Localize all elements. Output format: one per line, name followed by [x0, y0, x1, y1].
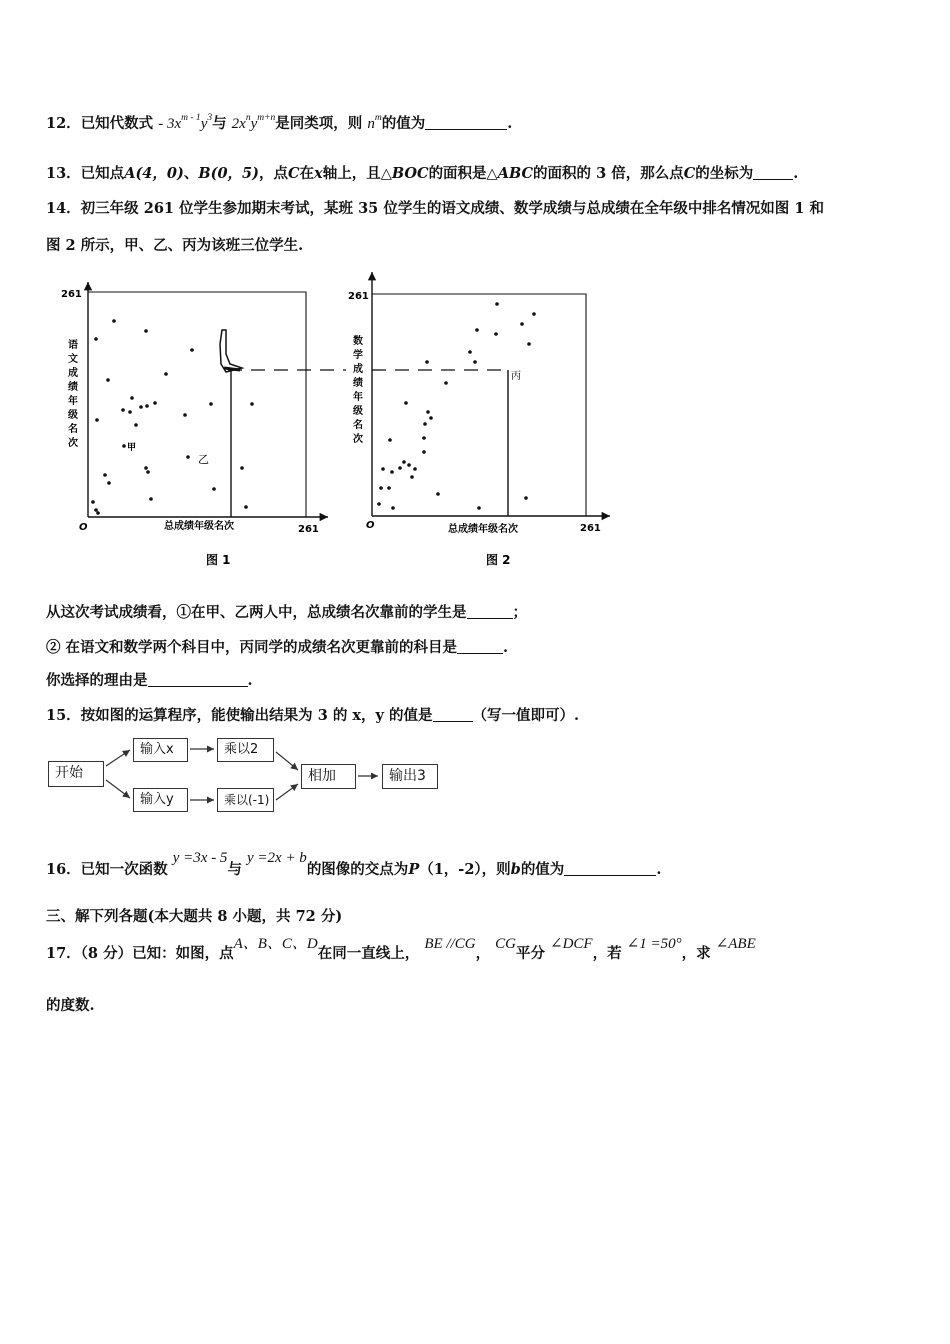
q16-b: b — [510, 861, 521, 878]
fig2-dot — [388, 438, 392, 442]
fig2-dot — [475, 328, 479, 332]
fig1-ylabel-3: 绩 — [68, 382, 78, 393]
q13-point-c: C — [288, 165, 300, 182]
fig1-dot — [144, 466, 148, 470]
q12-expr2 — [231, 113, 276, 132]
fig1-dot — [128, 410, 132, 414]
q16-function-1: y =3x - 5 — [172, 850, 228, 866]
fig2-origin: O — [366, 520, 375, 531]
fig2-label-bing: 丙 — [511, 371, 521, 382]
fig2-dot — [532, 312, 536, 316]
q16-tail: 的值为 — [520, 861, 565, 878]
q13-text7: 的坐标为 — [695, 165, 754, 182]
fig1-caption: 图 1 — [206, 553, 231, 567]
fig2-dot — [387, 486, 391, 490]
q12-expr2-exp1: n — [245, 113, 251, 123]
flow-add-box: 相加 — [301, 764, 356, 789]
fig2-xlabel: 总成绩年级名次 — [448, 524, 518, 535]
q12-expr2-y: y — [250, 116, 258, 132]
q12-expr1-coef: - 3x — [158, 116, 182, 132]
fig2-dot — [410, 475, 414, 479]
fig1-dot — [107, 481, 111, 485]
fig1-dot — [134, 423, 138, 427]
q14-sub-a-blank[interactable] — [467, 604, 513, 619]
fig2-dot — [527, 342, 531, 346]
q13-abc: ABC — [497, 165, 534, 182]
fig1-dot — [244, 505, 248, 509]
q15-text: 15．按如图的运算程序，能使输出结果为 3 的 x，y 的值是 — [46, 707, 433, 724]
q13-text3: 在 — [299, 165, 315, 182]
fig2-dots — [377, 302, 536, 510]
q14-sub-c-blank[interactable] — [148, 672, 248, 687]
q16-coords: （1，-2），则 — [419, 861, 511, 878]
fig2-dot — [422, 450, 426, 454]
fig1-origin: O — [79, 522, 88, 533]
fig2-dot — [413, 467, 417, 471]
fig2-y-label — [353, 334, 363, 445]
q12-mid: 与 — [212, 115, 227, 132]
fig2-dot — [407, 463, 411, 467]
q14-sub-b-blank[interactable] — [457, 639, 503, 654]
question-13 — [46, 162, 798, 183]
fig1-ymax: 261 — [61, 289, 82, 300]
q17-text4: ，求 — [681, 945, 711, 962]
q12-expr2-exp2: m+n — [257, 113, 276, 123]
fig1-dot — [190, 348, 194, 352]
figure-2 — [346, 272, 616, 577]
fig1-box — [88, 292, 306, 517]
flow-times-neg1-box: 乘以(-1) — [217, 788, 274, 812]
fig2-dot — [404, 401, 408, 405]
flow-input-x-box: 输入x — [133, 738, 188, 762]
fig1-dot — [95, 418, 99, 422]
q12-end: . — [507, 115, 513, 132]
fig1-dot — [94, 337, 98, 341]
fig1-dot — [130, 396, 134, 400]
q17-angle-dcf: ∠DCF — [550, 936, 593, 952]
fig1-dot — [144, 329, 148, 333]
q16-point-p: P — [408, 861, 420, 878]
q12-number: 12． — [46, 115, 81, 132]
fig2-dot — [381, 467, 385, 471]
question-16 — [46, 850, 662, 879]
q14-sub-b-text: ② 在语文和数学两个科目中，丙同学的成绩名次更靠前的科目是 — [46, 639, 458, 656]
fig1-dot — [183, 413, 187, 417]
question-15 — [46, 704, 579, 725]
fig1-ylabel-2: 成 — [68, 368, 78, 379]
q16-mid: 与 — [227, 861, 242, 878]
q12-expr1-exp2: 3 — [207, 113, 213, 123]
fig1-marker-arrow — [224, 368, 240, 370]
fig2-caption: 图 2 — [486, 553, 511, 567]
fig2-dot — [390, 470, 394, 474]
fig2-dot — [425, 360, 429, 364]
fig1-dot — [146, 470, 150, 474]
fig2-dot — [398, 466, 402, 470]
fig2-dot — [429, 416, 433, 420]
fig1-dot — [139, 405, 143, 409]
fig2-ylabel-2: 成 — [353, 364, 363, 375]
figure-1 — [56, 272, 346, 577]
fig2-ylabel-7: 次 — [353, 434, 363, 445]
q14-sub-a-text: 从这次考试成绩看，①在甲、乙两人中，总成绩名次靠前的学生是 — [46, 604, 467, 621]
q15-answer-blank[interactable] — [433, 707, 473, 722]
flow-input-y-box: 输入y — [133, 788, 188, 812]
fig2-ymax: 261 — [348, 291, 369, 302]
fig1-dot — [106, 378, 110, 382]
fig1-dot — [122, 444, 126, 448]
fig1-dot — [94, 508, 98, 512]
fig1-dot — [212, 487, 216, 491]
fig1-dot — [91, 500, 95, 504]
fig2-dot — [444, 381, 448, 385]
fig1-dot — [240, 466, 244, 470]
question-17-line2: 的度数. — [46, 997, 95, 1014]
q14-sub-c-end: . — [247, 672, 253, 689]
fig1-dot — [96, 511, 100, 515]
fig1-dot — [164, 372, 168, 376]
q14-sub-b — [46, 636, 508, 657]
fig2-dot — [495, 302, 499, 306]
q12-expr1 — [158, 113, 213, 132]
q13-text6: 的面积的 3 倍，那么点 — [533, 165, 684, 182]
fig1-y-label — [68, 338, 78, 449]
q17-cg: CG — [495, 936, 516, 952]
q12-expr3-base: n — [367, 116, 375, 132]
q16-answer-blank[interactable] — [564, 861, 656, 876]
fig1-dot — [145, 404, 149, 408]
q13-x: x — [314, 165, 323, 182]
fig1-label-jia: 甲 — [127, 443, 137, 453]
q16-end: . — [656, 861, 662, 878]
q13-point-a: A(4，0) — [124, 165, 184, 182]
q12-prefix: 已知代数式 — [80, 115, 154, 132]
flow-start-box: 开始 — [48, 761, 104, 787]
q13-answer-blank[interactable] — [753, 165, 793, 180]
fig2-dot — [494, 332, 498, 336]
q17-angle-abe: ∠ABE — [715, 936, 756, 952]
fig1-label-yi: 乙 — [198, 453, 209, 466]
fig2-dot — [402, 460, 406, 464]
fig1-dot — [250, 402, 254, 406]
fig2-xmax: 261 — [580, 523, 601, 534]
fig2-dot — [520, 322, 524, 326]
q14-sub-c-text: 你选择的理由是 — [46, 672, 148, 689]
flow-times2-box: 乘以2 — [217, 738, 274, 762]
q12-expr3-exp: m — [374, 113, 382, 123]
q14-sub-b-end: . — [503, 639, 509, 656]
q12-expr3 — [367, 113, 382, 132]
q16-post: 的图像的交点为 — [306, 861, 409, 878]
fig2-box — [372, 294, 586, 516]
q13-text5: 的面积是△ — [428, 165, 498, 182]
q17-comma: ， — [475, 945, 491, 962]
q17-text2: 平分 — [515, 945, 545, 962]
q13-point-c2: C — [683, 165, 696, 182]
arrow-times2-to-add — [276, 752, 298, 770]
arrow-start-to-input-y — [106, 780, 130, 798]
q13-text2: ，点 — [259, 165, 288, 182]
question-17 — [46, 936, 756, 963]
fig2-ylabel-6: 名 — [353, 420, 363, 431]
fig2-dot — [524, 496, 528, 500]
q13-sep: 、 — [183, 165, 199, 182]
q13-point-b: B(0，5) — [198, 165, 259, 182]
fig2-ylabel-3: 绩 — [353, 378, 363, 389]
fig1-dot — [103, 473, 107, 477]
q13-text4: 轴上，且△ — [322, 165, 392, 182]
question-14-line2: 图 2 所示，甲、乙、丙为该班三位学生. — [46, 237, 304, 254]
q16-prefix: 16．已知一次函数 — [46, 861, 168, 878]
q12-expr1-y: y — [200, 116, 208, 132]
fig2-ylabel-4: 年 — [353, 392, 363, 403]
question-14-line1: 14．初三年级 261 位学生参加期末考试，某班 35 位学生的语文成绩、数学成绩与总成绩在全年级中排名情况如图 1 和 — [46, 200, 824, 217]
fig2-dot — [477, 506, 481, 510]
q14-sub-a-end: ； — [512, 604, 527, 621]
fig1-ylabel-6: 名 — [68, 424, 78, 435]
q12-expr2-coef: 2x — [231, 116, 246, 132]
fig2-dot — [422, 436, 426, 440]
q12-answer-blank[interactable] — [425, 115, 507, 130]
q12-tail: 的值为 — [381, 115, 426, 132]
fig1-ylabel-5: 级 — [68, 410, 78, 421]
q12-post: 是同类项，则 — [275, 115, 363, 132]
q15-tail: （写一值即可）. — [472, 707, 580, 724]
fig2-ylabel-5: 级 — [353, 406, 363, 417]
q13-text1: 13．已知点 — [46, 165, 125, 182]
fig2-dot — [426, 410, 430, 414]
fig1-ylabel-0: 语 — [68, 340, 78, 351]
fig1-dot — [209, 402, 213, 406]
arrow-start-to-input-x — [106, 750, 130, 766]
fig1-marker-mark — [220, 330, 242, 372]
q13-end: . — [793, 165, 799, 182]
fig2-dot — [436, 492, 440, 496]
question-12 — [46, 112, 512, 133]
fig2-dot — [423, 422, 427, 426]
q14-sub-c — [46, 669, 253, 690]
q12-expr1-exp1: m - 1 — [181, 113, 201, 123]
fig2-ylabel-0: 数 — [353, 336, 363, 347]
fig1-dot — [186, 455, 190, 459]
section-3-title: 三、解下列各题(本大题共 8 小题，共 72 分) — [46, 908, 343, 925]
fig1-ylabel-1: 文 — [68, 354, 78, 365]
q17-text3: ，若 — [592, 945, 622, 962]
q17-text1: 在同一直线上， — [317, 945, 420, 962]
fig2-dot — [377, 502, 381, 506]
q17-points: A、B、C、D — [233, 936, 318, 952]
q14-sub-a — [46, 601, 527, 622]
fig2-dot — [468, 350, 472, 354]
fig1-ylabel-4: 年 — [68, 396, 78, 407]
q16-function-2: y =2x + b — [247, 850, 307, 866]
fig1-xmax: 261 — [298, 524, 319, 535]
fig1-dot — [112, 319, 116, 323]
fig1-dot — [121, 408, 125, 412]
q17-prefix: 17．（8 分）已知：如图，点 — [46, 945, 234, 962]
q13-boc: BOC — [391, 165, 429, 182]
fig1-xlabel: 总成绩年级名次 — [164, 521, 234, 532]
fig2-dot — [391, 506, 395, 510]
fig1-dots — [91, 319, 254, 515]
flow-output-box: 输出3 — [382, 764, 438, 789]
fig1-ylabel-7: 次 — [68, 438, 78, 449]
fig1-dot — [149, 497, 153, 501]
fig1-dot — [153, 401, 157, 405]
q17-angle-1: ∠1 =50° — [626, 936, 682, 952]
fig2-dot — [473, 360, 477, 364]
arrow-times-neg1-to-add — [276, 784, 298, 800]
fig2-ylabel-1: 学 — [353, 350, 363, 361]
q17-parallel: BE //CG — [424, 936, 476, 952]
fig2-dot — [379, 486, 383, 490]
